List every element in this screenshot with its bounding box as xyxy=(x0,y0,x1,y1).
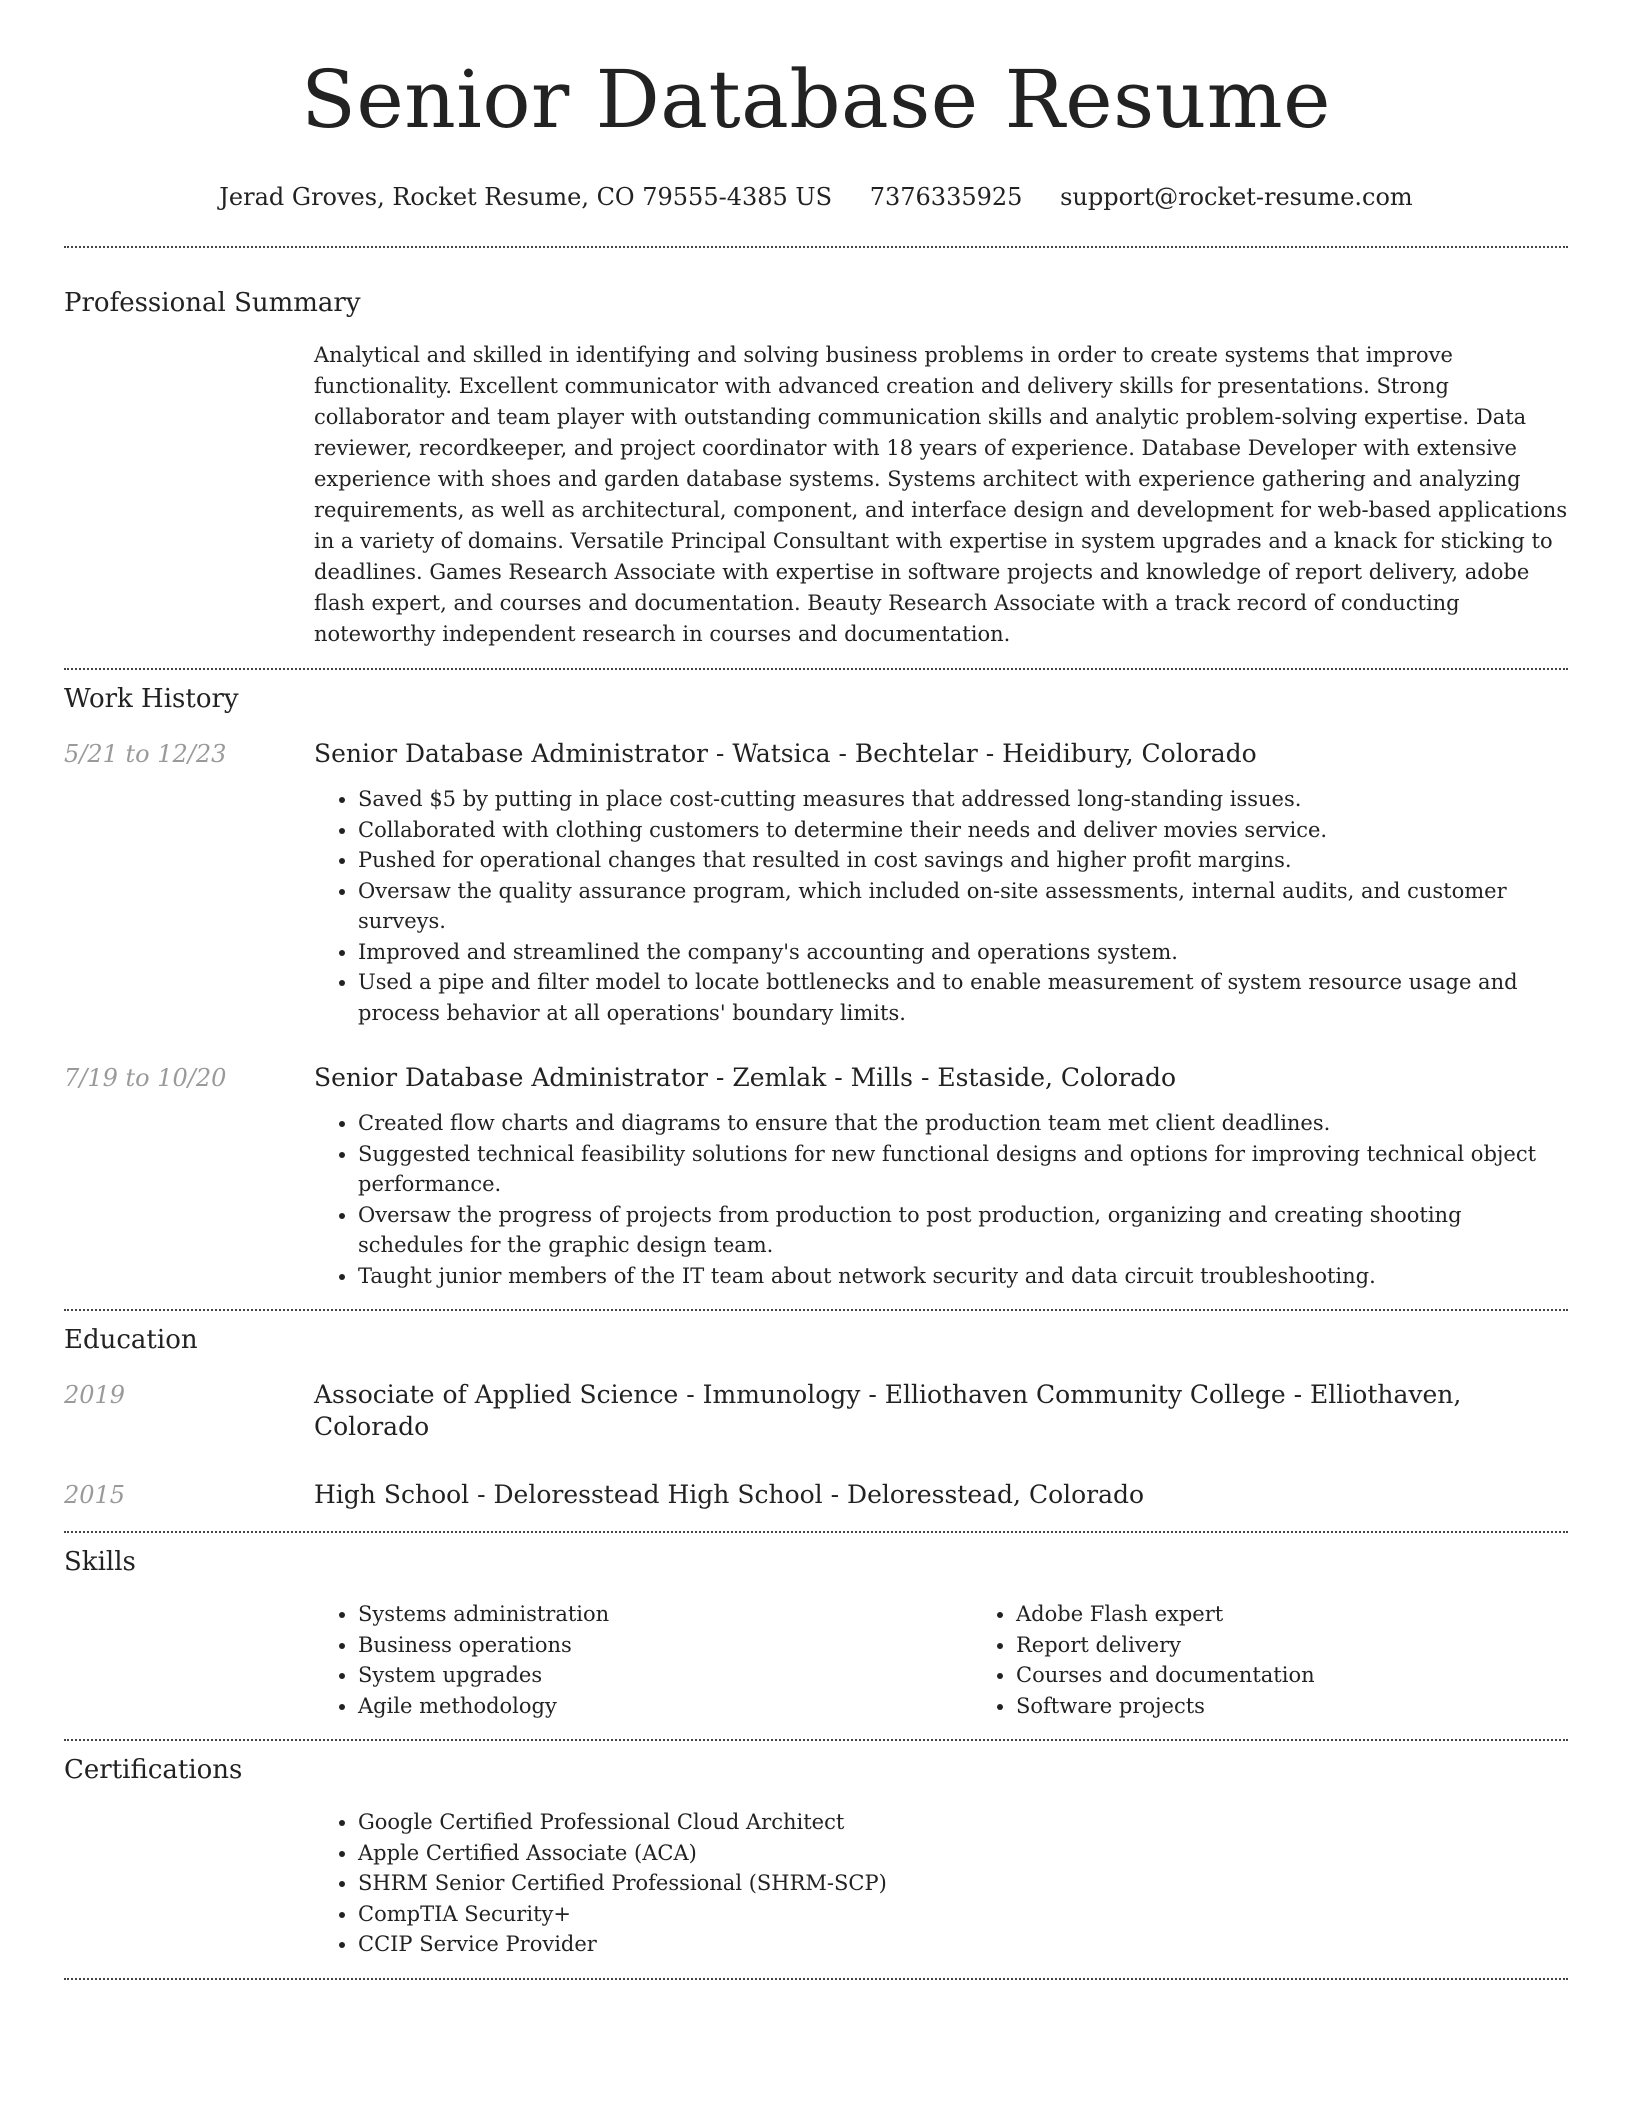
certifications-section xyxy=(64,1753,1568,1960)
certification-item: • Apple Certified Associate (ACA) xyxy=(358,1838,1568,1869)
job-title: Senior Database Administrator - Zemlak - Mills - Estaside, Colorado xyxy=(314,1063,1177,1092)
job-bullet: • Improved and streamlined the company's accounting and operations system. xyxy=(358,937,1568,968)
certifications-list xyxy=(314,1807,1568,1960)
job-entry xyxy=(64,738,1568,1028)
education-entry xyxy=(64,1479,1568,1511)
certification-item: • CompTIA Security+ xyxy=(358,1899,1568,1930)
job-bullet: • Collaborated with clothing customers to determine their needs and deliver movies service. xyxy=(358,815,1568,846)
skills-list-left xyxy=(314,1599,972,1721)
job-entry xyxy=(64,1062,1568,1291)
education-year: 2019 xyxy=(64,1381,126,1409)
work-history-section xyxy=(64,682,1568,1291)
job-bullet: • Used a pipe and filter model to locate bottlenecks and to enable measurement of system resource usage and process behavior at all operations' boundary limits. xyxy=(358,967,1568,1028)
skills-list-right xyxy=(972,1599,1630,1721)
job-bullet: • Oversaw the quality assurance program, which included on-site assessments, internal audits, and customer surveys. xyxy=(358,876,1568,937)
skill-item: • Agile methodology xyxy=(358,1691,972,1722)
certifications-heading: Certifications xyxy=(64,1755,243,1785)
education-section xyxy=(64,1323,1568,1511)
job-bullet: • Created flow charts and diagrams to ensure that the production team met client deadlines. xyxy=(358,1108,1568,1139)
education-year: 2015 xyxy=(64,1481,126,1509)
skill-item: • Business operations xyxy=(358,1630,972,1661)
summary-section xyxy=(64,286,1568,650)
skill-item: • Systems administration xyxy=(358,1599,972,1630)
section-divider xyxy=(64,1309,1568,1311)
job-bullet: • Saved $5 by putting in place cost-cutting measures that addressed long-standing issues. xyxy=(358,784,1568,815)
section-divider xyxy=(64,1978,1568,1980)
contact-phone: 7376335925 xyxy=(869,183,1023,211)
skill-item: • Adobe Flash expert xyxy=(1016,1599,1630,1630)
job-bullet: • Pushed for operational changes that resulted in cost savings and higher profit margins. xyxy=(358,845,1568,876)
certification-item: • SHRM Senior Certified Professional (SHRM-SCP) xyxy=(358,1868,1568,1899)
skill-item: • Report delivery xyxy=(1016,1630,1630,1661)
certification-item: • CCIP Service Provider xyxy=(358,1929,1568,1960)
summary-text: Analytical and skilled in identifying and solving business problems in order to create systems that improve functionality. Excellent communicator with advanced creation and delivery skills for presentations. Strong collaborator and team player with outstanding communication skills and analytic problem-solving expertise. Data reviewer, recordkeeper, and project coordinator with 18 years of experience. Database Developer with extensive experience with shoes and garden database systems. Systems architect with experience gathering and analyzing requirements, as well as architectural, component, and interface design and development for web-based applications in a variety of domains. Versatile Principal Consultant with expertise in system upgrades and a knack for sticking to deadlines. Games Research Associate with expertise in software projects and knowledge of report delivery, adobe flash expert, and courses and documentation. Beauty Research Associate with a track record of conducting noteworthy independent research in courses and documentation. xyxy=(314,343,1568,646)
education-text: Associate of Applied Science - Immunology - Elliothaven Community College - Elliothaven, Colorado xyxy=(314,1380,1462,1441)
section-divider xyxy=(64,1531,1568,1533)
job-bullet: • Oversaw the progress of projects from production to post production, organizing and creating shooting schedules for the graphic design team. xyxy=(358,1200,1568,1261)
job-bullet: • Suggested technical feasibility solutions for new functional designs and options for improving technical object performance. xyxy=(358,1139,1568,1200)
contact-line xyxy=(64,182,1568,212)
job-title: Senior Database Administrator - Watsica - Bechtelar - Heidibury, Colorado xyxy=(314,739,1257,768)
resume-title: Senior Database Resume xyxy=(301,53,1331,146)
education-entry xyxy=(64,1379,1568,1443)
job-dates: 5/21 to 12/23 xyxy=(64,740,227,768)
education-heading: Education xyxy=(64,1325,198,1355)
skills-section xyxy=(64,1545,1568,1721)
summary-heading: Professional Summary xyxy=(64,288,361,318)
work-history-heading: Work History xyxy=(64,684,239,714)
certification-item: • Google Certified Professional Cloud Architect xyxy=(358,1807,1568,1838)
contact-email[interactable]: support@rocket-resume.com xyxy=(1060,183,1413,211)
job-dates: 7/19 to 10/20 xyxy=(64,1064,227,1092)
job-bullets xyxy=(314,1108,1568,1291)
education-text: High School - Deloresstead High School - Deloresstead, Colorado xyxy=(314,1480,1145,1509)
section-divider xyxy=(64,668,1568,670)
section-divider xyxy=(64,1739,1568,1741)
section-divider xyxy=(64,246,1568,248)
skills-heading: Skills xyxy=(64,1547,136,1577)
skill-item: • Software projects xyxy=(1016,1691,1630,1722)
skill-item: • System upgrades xyxy=(358,1660,972,1691)
job-bullets xyxy=(314,784,1568,1028)
skill-item: • Courses and documentation xyxy=(1016,1660,1630,1691)
job-bullet: • Taught junior members of the IT team about network security and data circuit troubleshooting. xyxy=(358,1261,1568,1292)
contact-address: Jerad Groves, Rocket Resume, CO 79555-4385 US xyxy=(219,183,833,211)
